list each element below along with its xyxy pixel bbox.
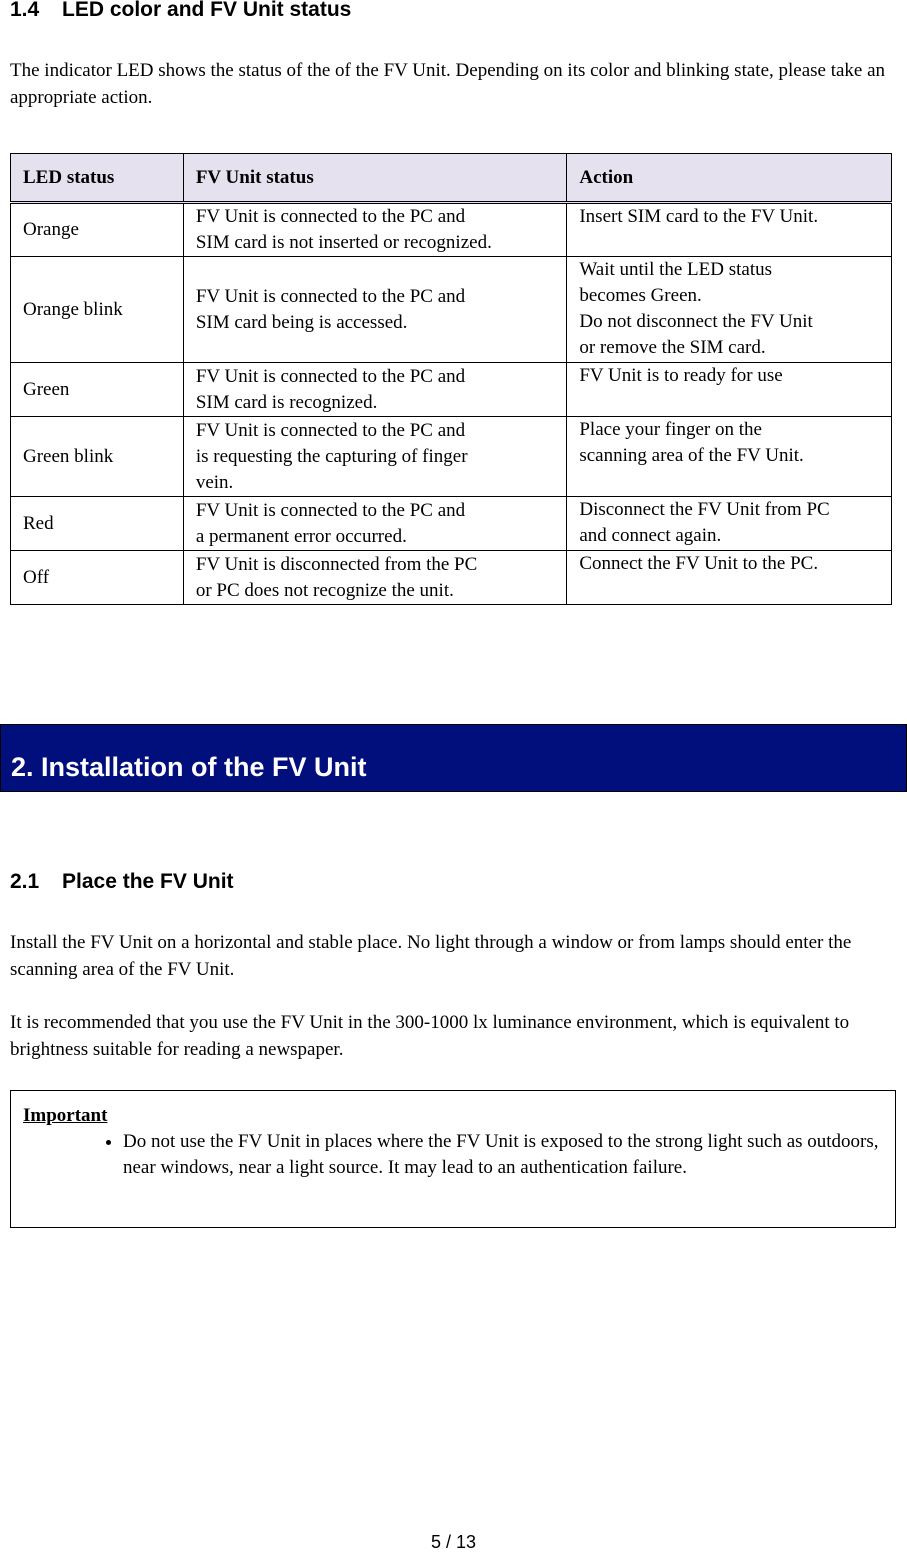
- page-number: 5 / 13: [430, 1532, 477, 1552]
- led-status-table: [10, 153, 892, 605]
- important-list: [96, 1129, 883, 1181]
- action-cell: Place your finger on the scanning area of the FV Unit.: [567, 417, 892, 497]
- status-cell: FV Unit is connected to the PC and is requesting the capturing of finger vein.: [183, 417, 567, 497]
- status-cell: FV Unit is connected to the PC and SIM card is recognized.: [183, 363, 567, 417]
- table-row: [11, 497, 892, 551]
- table-row: [11, 551, 892, 605]
- section-heading-2-1: [10, 870, 234, 894]
- chapter-banner: [0, 724, 907, 792]
- led-cell: Off: [11, 551, 184, 605]
- table-header-row: [11, 154, 892, 203]
- status-cell: FV Unit is disconnected from the PC or PC does not recognize the unit.: [183, 551, 567, 605]
- action-cell: FV Unit is to ready for use: [567, 363, 892, 417]
- led-cell: Green: [11, 363, 184, 417]
- led-cell: Orange: [11, 203, 184, 257]
- important-note-box: [10, 1090, 896, 1228]
- section-title: LED color and FV Unit status: [62, 0, 352, 21]
- table-row: [11, 363, 892, 417]
- status-cell: FV Unit is connected to the PC and SIM card being is accessed.: [183, 257, 567, 363]
- header-led-status: LED status: [11, 154, 184, 203]
- led-cell: Orange blink: [11, 257, 184, 363]
- chapter-title: 2. Installation of the FV Unit: [11, 752, 367, 782]
- section-heading-1-4: [10, 0, 351, 22]
- placement-paragraph: Install the FV Unit on a horizontal and stable place. No light through a window or from lamps should enter the scanning area of the FV Unit.: [10, 932, 852, 980]
- table-row: [11, 203, 892, 257]
- header-action: Action: [567, 154, 892, 203]
- status-cell: FV Unit is connected to the PC and a permanent error occurred.: [183, 497, 567, 551]
- action-cell: Disconnect the FV Unit from PC and connect again.: [567, 497, 892, 551]
- action-cell: Connect the FV Unit to the PC.: [567, 551, 892, 605]
- led-cell: Red: [11, 497, 184, 551]
- table-row: [11, 257, 892, 363]
- led-cell: Green blink: [11, 417, 184, 497]
- important-title: Important: [23, 1105, 108, 1126]
- header-fv-unit-status: FV Unit status: [183, 154, 567, 203]
- section-number: 1.4: [10, 0, 40, 21]
- action-cell: Wait until the LED status becomes Green. Do not disconnect the FV Unit or remove the SIM card.: [567, 257, 892, 363]
- section-title: Place the FV Unit: [62, 870, 234, 893]
- luminance-paragraph: It is recommended that you use the FV Unit in the 300-1000 lx luminance environment, which is equivalent to brightness suitable for reading a newspaper.: [10, 1012, 850, 1060]
- status-cell: FV Unit is connected to the PC and SIM card is not inserted or recognized.: [183, 203, 567, 257]
- intro-paragraph: The indicator LED shows the status of the of the FV Unit. Depending on its color and blinking state, please take an appropriate action.: [10, 60, 886, 108]
- action-cell: Insert SIM card to the FV Unit.: [567, 203, 892, 257]
- section-number: 2.1: [10, 870, 40, 893]
- list-item: • Do not use the FV Unit in places where the FV Unit is exposed to the strong light such as outdoors, near windows, near a light source. It may lead to an authentication failure.: [123, 1129, 883, 1181]
- table-row: [11, 417, 892, 497]
